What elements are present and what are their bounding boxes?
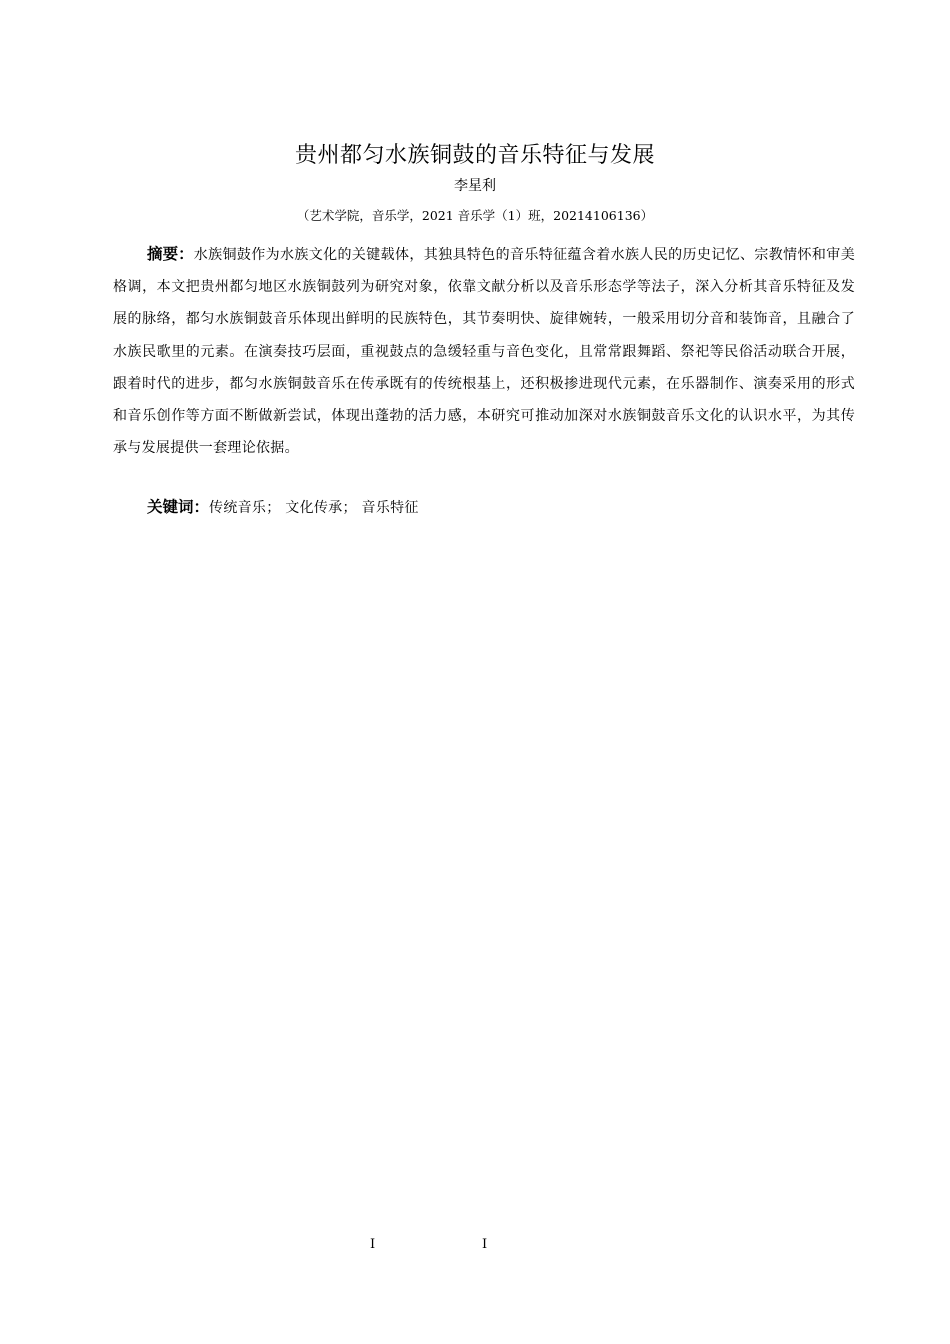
keywords-text: 传统音乐； 文化传承； 音乐特征 [209, 500, 419, 516]
page-number-left: I [370, 1237, 376, 1252]
author-name: 李星利 [454, 178, 496, 194]
abstract-paragraph [113, 238, 855, 464]
abstract-text: 水族铜鼓作为水族文化的关键载体，其独具特色的音乐特征蕴含着水族人民的历史记忆、宗教情怀和审美格调，本文把贵州都匀地区水族铜鼓列为研究对象，依靠文献分析以及音乐形态学等法子，深入分析其音乐特征及发展的脉络，都匀水族铜鼓音乐体现出鲜明的民族特色，其节奏明快、旋律婉转，一般采用切分音和装饰音，且融合了水族民歌里的元素。在演奏技巧层面，重视鼓点的急缓轻重与音色变化，且常常跟舞蹈、祭祀等民俗活动联合开展，跟着时代的进步，都匀水族铜鼓音乐在传承既有的传统根基上，还积极掺进现代元素，在乐器制作、演奏采用的形式和音乐创作等方面不断做新尝试，体现出蓬勃的活力感，本研究可推动加深对水族铜鼓音乐文化的认识水平，为其传承与发展提供一套理论依据。 [113, 247, 855, 457]
keywords-paragraph [147, 493, 855, 522]
document-title: 贵州都匀水族铜鼓的音乐特征与发展 [294, 143, 655, 168]
page-number-right: I [482, 1237, 488, 1252]
abstract-label: 摘要： [147, 245, 194, 263]
keywords-label: 关键词： [147, 498, 210, 516]
author-affiliation: （艺术学院，音乐学，2021 音乐学（1）班，20214106136） [296, 208, 654, 223]
